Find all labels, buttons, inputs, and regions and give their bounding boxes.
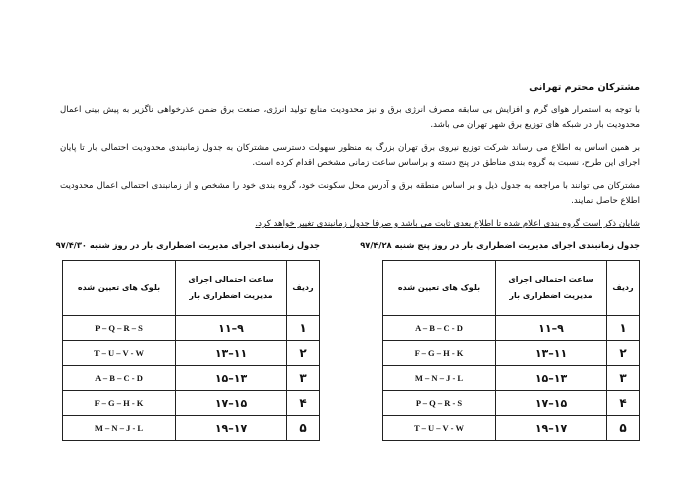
schedule-table-saturday [55,240,320,441]
row-time: ۱۳–۱۵ [496,366,607,391]
row-index: ۱ [607,316,640,341]
paragraph-2: بر همین اساس به اطلاع می رساند شرکت توزیع نیروی برق تهران بزرگ به منظور سهولت دسترسی مشترکان به جدول زمانبندی محدودیت احتمالی بار تا پایان اجرای این طرح، نسبت به گروه بندی مناطق در پنج دسته و براساس ساعت زمانی مشخص اقدام کرده است. [60,143,640,168]
row-index: ۲ [287,341,320,366]
table-row [383,391,640,416]
table-row [63,391,320,416]
row-blocks: P – Q – R – S [63,316,176,341]
announcement-body [60,80,640,240]
table-row [383,366,640,391]
row-index: ۵ [287,416,320,441]
table-row [63,316,320,341]
header-index: ردیف [287,261,320,316]
row-time: ۱۱–۱۳ [496,341,607,366]
row-time: ۱۷–۱۹ [496,416,607,441]
table-title: جدول زمانبندی اجرای مدیریت اضطراری بار در روز پنج شنبه ۹۷/۴/۲۸ [360,240,640,250]
row-blocks: A – B – C - D [63,366,176,391]
row-index: ۱ [287,316,320,341]
row-index: ۴ [607,391,640,416]
row-index: ۲ [607,341,640,366]
header-index: ردیف [607,261,640,316]
row-blocks: A – B – C - D [383,316,496,341]
table-row [63,341,320,366]
paragraph-3: مشترکان می توانند با مراجعه به جدول ذیل و بر اساس منطقه برق و آدرس محل سکونت خود، گروه بندی خود را مشخص و از زمانبندی احتمالی اعمال محدودیت اطلاع حاصل نمایند. [60,181,640,206]
row-blocks: M – N – J - L [63,416,176,441]
row-index: ۳ [607,366,640,391]
row-index: ۳ [287,366,320,391]
schedule-table [62,260,320,441]
schedule-table-thursday [360,240,640,441]
table-header-row [383,261,640,316]
row-time: ۱۷–۱۹ [176,416,287,441]
table-header-row [63,261,320,316]
header-time: ساعت احتمالی اجرای مدیریت اضطراری بار [496,261,607,316]
note-underlined: شایان ذکر است گروه بندی اعلام شده تا اطلاع بعدی ثابت می باشد و صرفا جدول زمانبندی تغییر خواهد کرد. [255,219,640,229]
heading: مشترکان محترم تهرانی [529,82,640,93]
row-blocks: M – N – J - L [383,366,496,391]
table-row [63,416,320,441]
row-blocks: T – U – V - W [383,416,496,441]
row-time: ۱۵–۱۷ [176,391,287,416]
row-index: ۵ [607,416,640,441]
paragraph-1: با توجه به استمرار هوای گرم و افزایش بی سابقه مصرف انرژی برق و نیز محدودیت منابع تولید انرژی، صنعت برق ضمن عذرخواهی ناگزیر به پیش بینی اعمال محدودیت بار در شبکه های توزیع برق شهر تهران می باشد. [60,105,640,130]
row-time: ۱۳–۱۵ [176,366,287,391]
table-row [383,416,640,441]
row-time: ۹–۱۱ [496,316,607,341]
header-blocks: بلوک های تعیین شده [63,261,176,316]
table-row [63,366,320,391]
header-time: ساعت احتمالی اجرای مدیریت اضطراری بار [176,261,287,316]
row-blocks: F – G – H - K [383,341,496,366]
header-blocks: بلوک های تعیین شده [383,261,496,316]
table-row [383,316,640,341]
schedule-table [382,260,640,441]
row-time: ۹–۱۱ [176,316,287,341]
row-blocks: T – U – V - W [63,341,176,366]
row-time: ۱۵–۱۷ [496,391,607,416]
row-index: ۴ [287,391,320,416]
row-blocks: P – Q – R - S [383,391,496,416]
table-title: جدول زمانبندی اجرای مدیریت اضطراری بار در روز شنبه ۹۷/۴/۳۰ [55,240,320,250]
row-blocks: F – G – H - K [63,391,176,416]
row-time: ۱۱–۱۳ [176,341,287,366]
table-row [383,341,640,366]
